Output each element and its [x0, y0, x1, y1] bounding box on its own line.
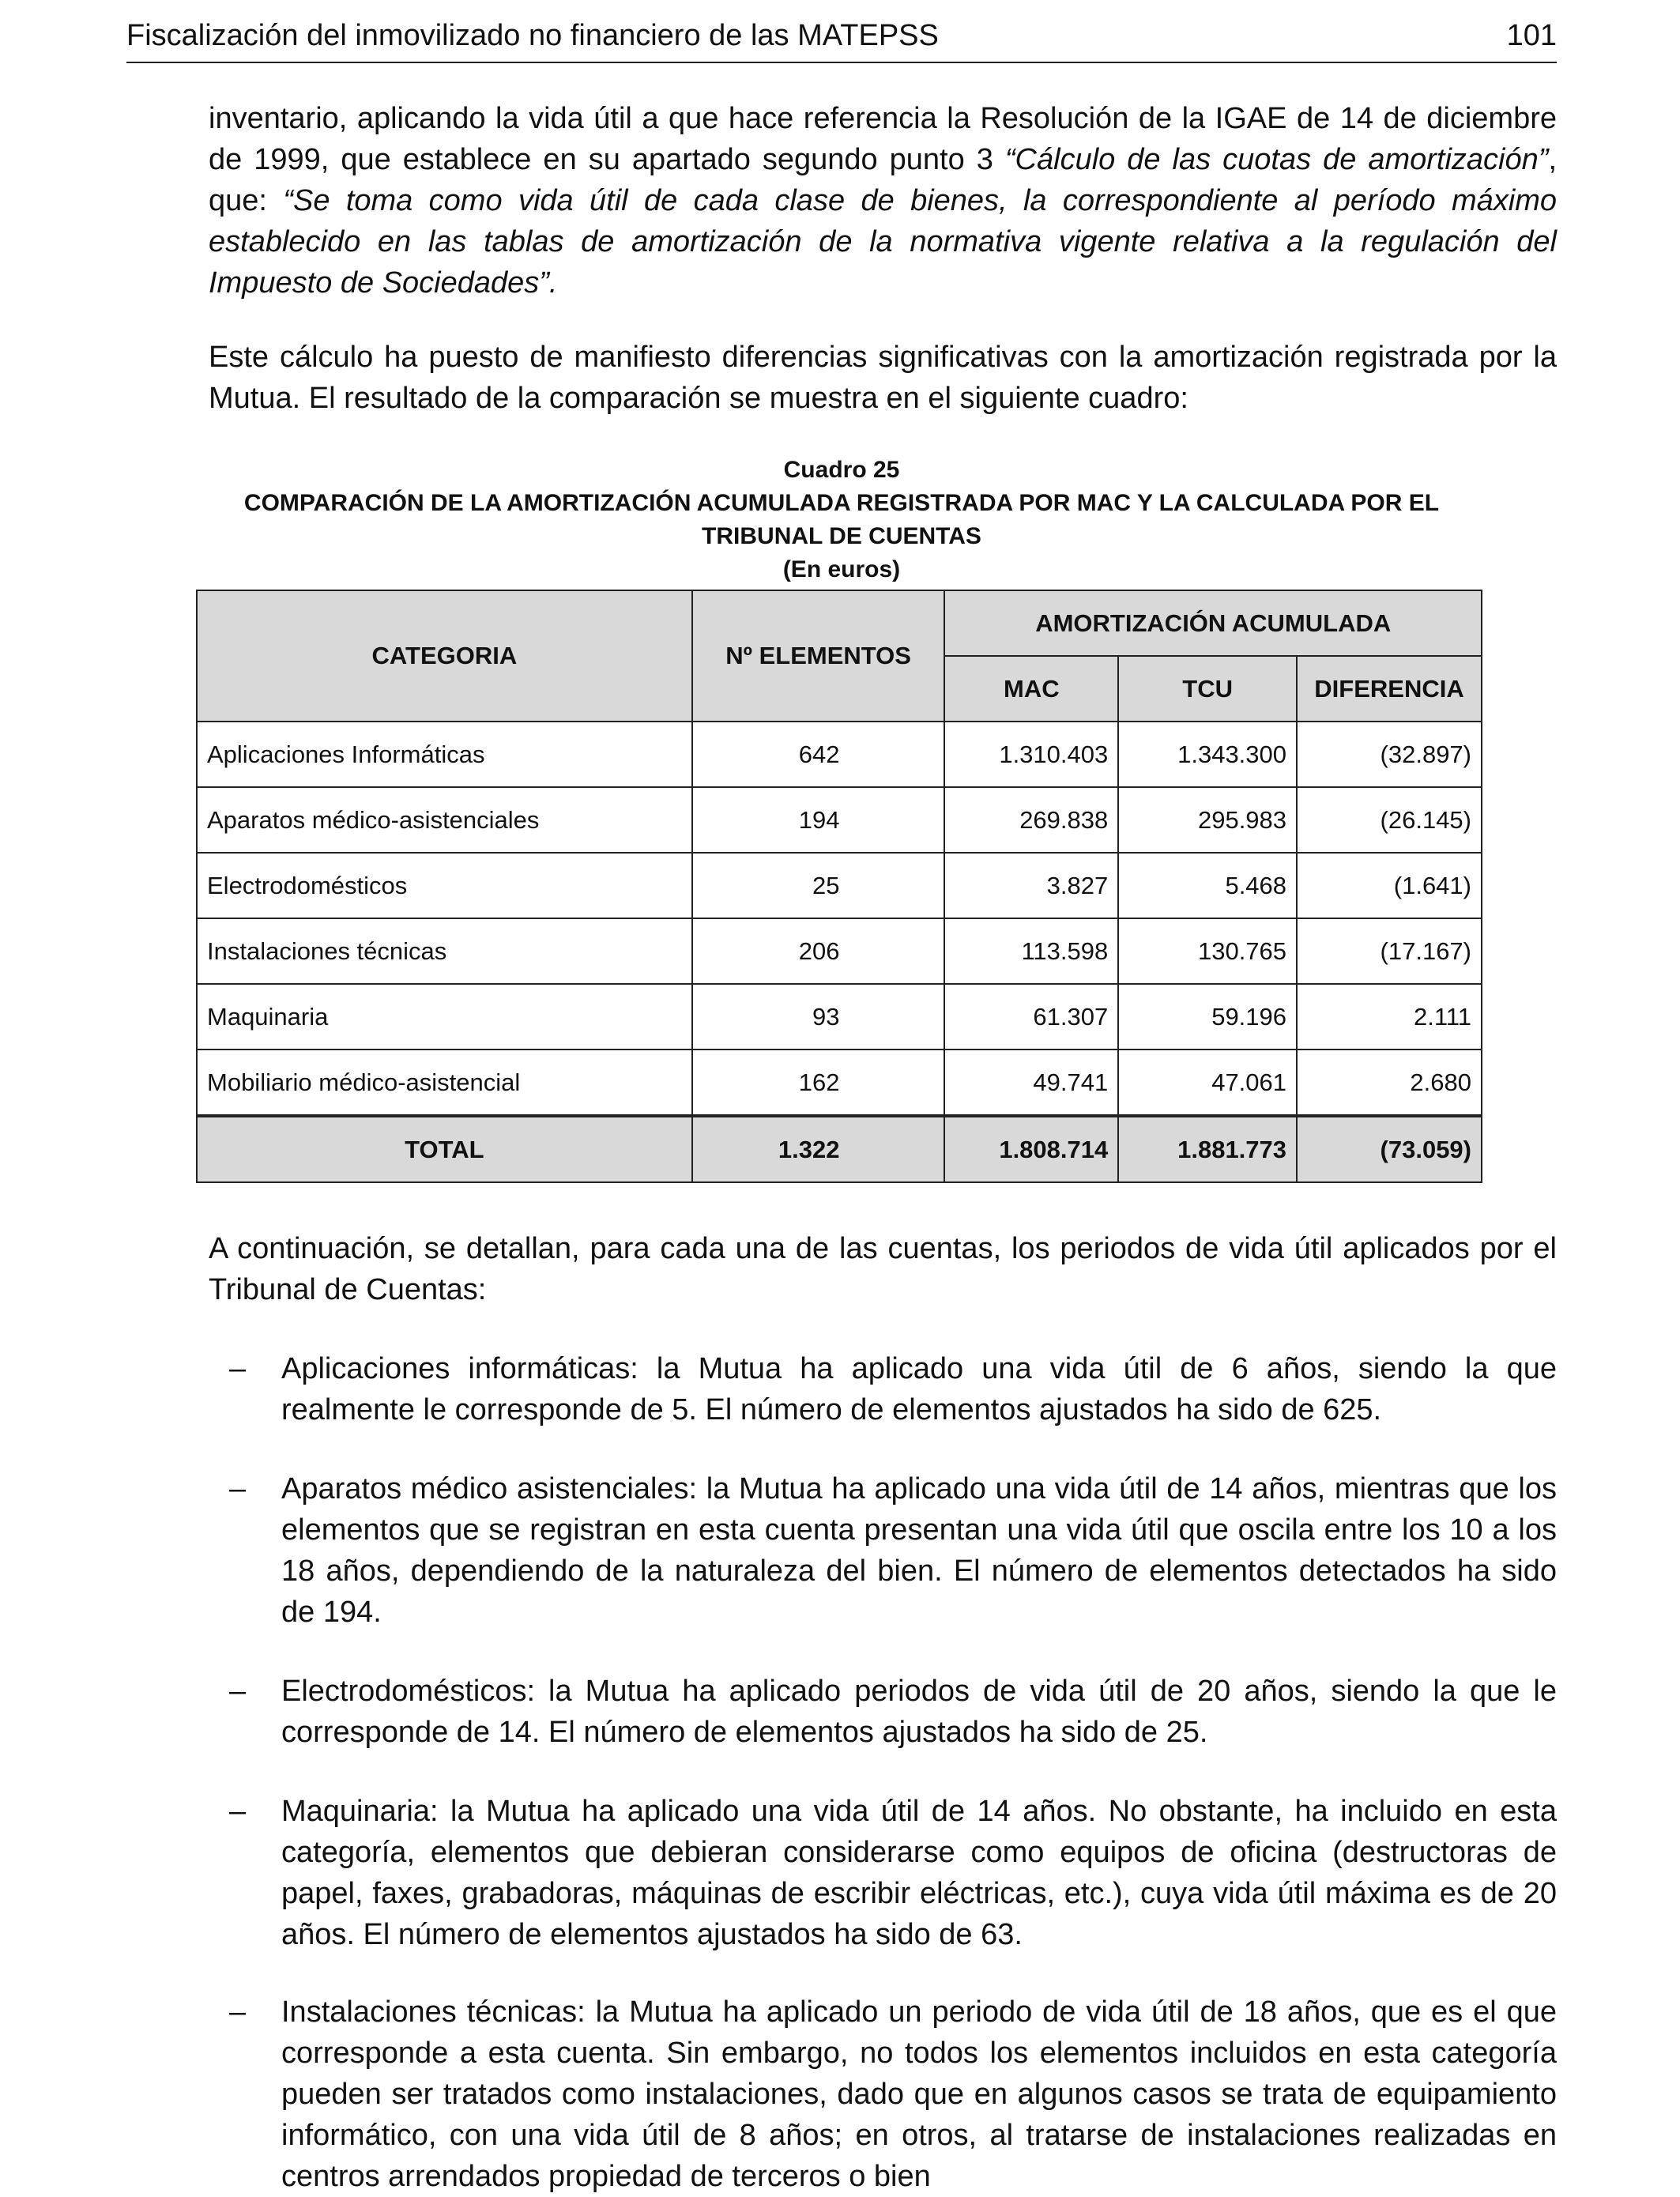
after-table-paragraph: A continuación, se detallan, para cada una de las cuentas, los periodos de vida útil aplicados por el Tribunal de Cuentas:: [209, 1232, 1557, 1306]
cell-tcu: 59.196: [1118, 984, 1297, 1050]
intro-p1-text-c: , que:: [209, 143, 1557, 217]
table-row: [197, 984, 1482, 1050]
cell-mac: 61.307: [944, 984, 1118, 1050]
intro-p1-quote-body: “Se toma como vida útil de cada clase de bienes, la correspondiente al período máximo establecido en las tablas de amortización de la normativa vigente relativa a la regulación del Impuesto de Sociedades”.: [209, 184, 1557, 300]
cell-elementos: 642: [692, 722, 945, 787]
bullet-item: Aparatos médico asistenciales: la Mutua ha aplicado una vida útil de 14 años, mientras que los elementos que se registran en esta cuenta presentan una vida útil que oscila entre los 10 a los 18 años, dependiendo de la naturaleza del bien. El número de elementos detectados ha sido de 194.: [281, 1472, 1557, 1629]
header-diferencia: DIFERENCIA: [1297, 656, 1482, 722]
page-number: 101: [1506, 19, 1557, 52]
header-amortizacion: AMORTIZACIÓN ACUMULADA: [944, 590, 1482, 656]
header-categoria: CATEGORIA: [197, 590, 692, 722]
cell-categoria: Instalaciones técnicas: [197, 918, 692, 984]
cell-categoria: Mobiliario médico-asistencial: [197, 1050, 692, 1116]
cell-categoria: Aplicaciones Informáticas: [197, 722, 692, 787]
cell-elementos: 162: [692, 1050, 945, 1116]
cuadro-units: (En euros): [782, 556, 901, 582]
cell-diferencia: (17.167): [1297, 918, 1482, 984]
total-diferencia: (73.059): [1297, 1116, 1482, 1182]
bullet-item: Aplicaciones informáticas: la Mutua ha aplicado una vida útil de 6 años, siendo la que realmente le corresponde de 5. El número de elementos ajustados ha sido de 625.: [281, 1352, 1557, 1426]
cell-tcu: 295.983: [1118, 787, 1297, 853]
cell-elementos: 93: [692, 984, 945, 1050]
header-title: Fiscalización del inmovilizado no financiero de las MATEPSS: [126, 19, 939, 52]
intro-p1-text-a: inventario, aplicando la vida útil a que hace referencia la Resolución de la IGAE de 14 de diciembre de 1999, que establece en su apartado segundo punto 3: [209, 102, 1557, 176]
table-total-row: [197, 1116, 1482, 1182]
table-row: [197, 787, 1482, 853]
table-row: [197, 722, 1482, 787]
cell-categoria: Electrodomésticos: [197, 853, 692, 918]
cell-mac: 269.838: [944, 787, 1118, 853]
cell-diferencia: 2.680: [1297, 1050, 1482, 1116]
bullet-item: Electrodomésticos: la Mutua ha aplicado periodos de vida útil de 20 años, siendo la que le corresponde de 14. El número de elementos ajustados ha sido de 25.: [281, 1675, 1557, 1749]
page-header: [126, 16, 1557, 63]
header-elementos: Nº ELEMENTOS: [692, 590, 945, 722]
header-tcu: TCU: [1118, 656, 1297, 722]
cell-tcu: 1.343.300: [1118, 722, 1297, 787]
cell-tcu: 5.468: [1118, 853, 1297, 918]
cell-tcu: 130.765: [1118, 918, 1297, 984]
cuadro-title-line2: TRIBUNAL DE CUENTAS: [702, 523, 981, 549]
total-tcu: 1.881.773: [1118, 1116, 1297, 1182]
total-elementos: 1.322: [692, 1116, 945, 1182]
cell-diferencia: (32.897): [1297, 722, 1482, 787]
table-row: [197, 853, 1482, 918]
intro-paragraph-1: [209, 98, 1557, 303]
cell-elementos: 25: [692, 853, 945, 918]
total-label: TOTAL: [197, 1116, 692, 1182]
cuadro-caption: [126, 454, 1557, 586]
bullet-dash: –: [229, 1675, 247, 1708]
table-row: [197, 1050, 1482, 1116]
cell-categoria: Aparatos médico-asistenciales: [197, 787, 692, 853]
cell-diferencia: (26.145): [1297, 787, 1482, 853]
cell-categoria: Maquinaria: [197, 984, 692, 1050]
cell-mac: 3.827: [944, 853, 1118, 918]
cell-diferencia: 2.111: [1297, 984, 1482, 1050]
cuadro-number: Cuadro 25: [783, 457, 900, 483]
cell-elementos: 206: [692, 918, 945, 984]
bullet-dash: –: [229, 1352, 247, 1385]
header-mac: MAC: [944, 656, 1118, 722]
intro-paragraph-2: Este cálculo ha puesto de manifiesto diferencias significativas con la amortización registrada por la Mutua. El resultado de la comparación se muestra en el siguiente cuadro:: [209, 341, 1557, 415]
cell-mac: 1.310.403: [944, 722, 1118, 787]
bullet-dash: –: [229, 1795, 247, 1828]
amortization-table: [196, 590, 1482, 1183]
cell-mac: 113.598: [944, 918, 1118, 984]
bullet-item: Maquinaria: la Mutua ha aplicado una vida útil de 14 años. No obstante, ha incluido en esta categoría, elementos que debieran considerarse como equipos de oficina (destructoras de papel, faxes, grabadoras, máquinas de escribir eléctricas, etc.), cuya vida útil máxima es de 20 años. El número de elementos ajustados ha sido de 63.: [281, 1795, 1557, 1951]
cell-elementos: 194: [692, 787, 945, 853]
bullet-dash: –: [229, 1472, 247, 1505]
intro-p1-quote-title: “Cálculo de las cuotas de amortización”: [1004, 143, 1549, 176]
cell-diferencia: (1.641): [1297, 853, 1482, 918]
cell-mac: 49.741: [944, 1050, 1118, 1116]
cuadro-title-line1: COMPARACIÓN DE LA AMORTIZACIÓN ACUMULADA REGISTRADA POR MAC Y LA CALCULADA POR EL: [243, 490, 1440, 516]
total-mac: 1.808.714: [944, 1116, 1118, 1182]
cell-tcu: 47.061: [1118, 1050, 1297, 1116]
bullet-item: Instalaciones técnicas: la Mutua ha aplicado un periodo de vida útil de 18 años, que es el que corresponde a esta cuenta. Sin embargo, no todos los elementos incluidos en esta categoría pueden ser tratados como instalaciones, dado que en algunos casos se trata de equipamiento informático, con una vida útil de 8 años; en otros, al tratarse de instalaciones realizadas en centros arrendados propiedad de terceros o bien: [281, 1995, 1557, 2193]
table-row: [197, 918, 1482, 984]
bullet-dash: –: [229, 1995, 247, 2029]
